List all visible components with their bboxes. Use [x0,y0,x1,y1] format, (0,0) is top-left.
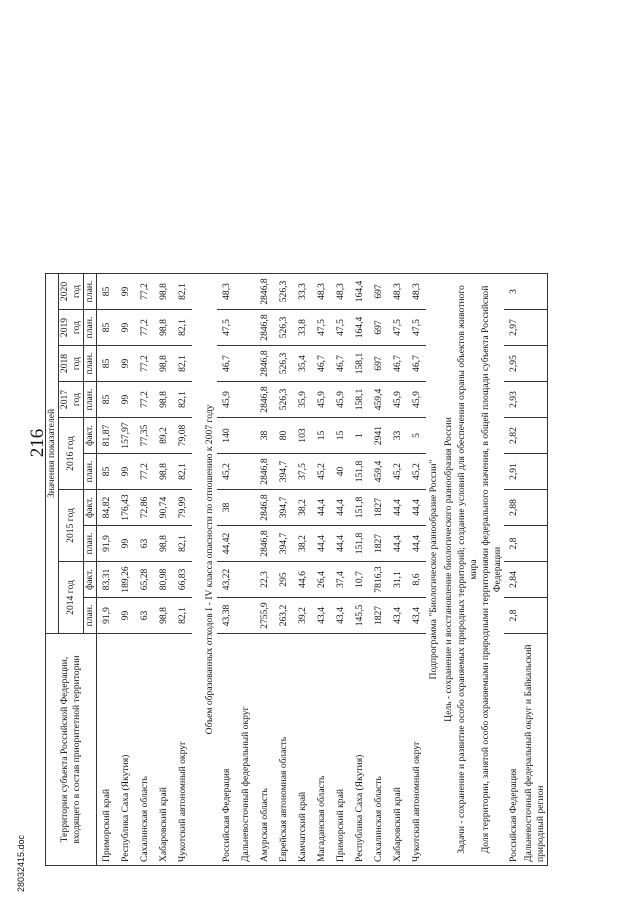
value-cell: 189,26 [116,562,135,598]
value-cell: 44,4 [312,490,331,526]
value-cell: 91,9 [97,526,117,562]
value-cell: 39,2 [293,598,312,634]
value-cell: 98,8 [154,526,173,562]
value-cell: 15 [331,418,350,454]
year-2019-header: 2019 год [59,310,84,346]
value-cell: 33,8 [293,310,312,346]
value-cell: 26,4 [312,562,331,598]
value-cell: 77,2 [135,273,154,309]
indicator-title-row [480,21,504,865]
value-cell: 5 [407,418,426,454]
value-cell [236,562,255,598]
region-name: Амурская область [255,634,274,866]
table-row [274,21,293,865]
table-row [369,21,388,865]
goal-text: Цель - сохранение и восстановление биологического разнообразия России [441,273,456,865]
region-name: Дальневосточный федеральный округ [236,634,255,866]
value-cell: 697 [369,273,388,309]
table-row [504,21,523,865]
value-cell: 99 [116,382,135,418]
table-row [523,21,548,865]
value-cell: 44,4 [331,526,350,562]
table-row [236,21,255,865]
table-row [217,21,236,865]
value-cell: 15 [312,418,331,454]
value-cell: 43,4 [312,598,331,634]
value-cell: 157,97 [116,418,135,454]
value-cell: 45,9 [407,382,426,418]
value-cell: 77,2 [135,382,154,418]
region-name: Сахалинская область [135,634,154,866]
value-cell: 37,4 [331,562,350,598]
table-row [388,21,407,865]
value-cell: 2,88 [504,490,523,526]
value-cell: 394,7 [274,490,293,526]
value-cell [236,598,255,634]
value-cell: 44,4 [388,490,407,526]
value-cell [523,273,548,309]
value-cell: 77,35 [135,418,154,454]
value-cell: 45,2 [388,454,407,490]
value-cell [236,454,255,490]
task-text-row [456,21,480,865]
value-cell: 63 [135,598,154,634]
value-cell: 33,3 [293,273,312,309]
value-cell: 2846,8 [255,273,274,309]
value-cell [523,598,548,634]
value-cell: 43,22 [217,562,236,598]
value-cell: 103 [293,418,312,454]
value-cell: 98,8 [154,382,173,418]
subprogram-title: Подпрограмма "Биологическое разнообразие России" [426,273,441,865]
value-cell: 2,8 [504,526,523,562]
value-cell: 43,38 [217,598,236,634]
value-cell: 82,1 [173,273,192,309]
value-cell: 99 [116,273,135,309]
value-cell: 66,83 [173,562,192,598]
value-cell: 2846,8 [255,490,274,526]
table-row [350,21,369,865]
plan-header: план. [84,598,97,634]
value-cell: 47,5 [331,310,350,346]
value-cell: 263,2 [274,598,293,634]
year-2020-header: 2020 год [59,273,84,309]
value-cell: 158,1 [350,346,369,382]
plan-header: план. [84,310,97,346]
value-cell: 43,4 [331,598,350,634]
table-row [116,21,135,865]
value-cell: 33 [388,418,407,454]
value-cell [236,490,255,526]
table-body [97,21,548,865]
value-cell: 99 [116,346,135,382]
value-cell: 77,2 [135,346,154,382]
value-cell: 85 [97,382,117,418]
page-number: 216 [27,428,48,458]
region-name: Дальневосточный федеральный округ и Байкальский природный регион [523,634,548,866]
value-cell: 44,4 [388,526,407,562]
value-cell: 98,8 [154,346,173,382]
plan-header: план. [84,346,97,382]
value-cell: 84,82 [97,490,117,526]
value-cell: 35,9 [293,382,312,418]
value-cell: 2846,8 [255,310,274,346]
value-cell: 2846,8 [255,526,274,562]
table-row [312,21,331,865]
value-cell: 79,99 [173,490,192,526]
table-row [255,21,274,865]
value-cell: 176,43 [116,490,135,526]
value-cell: 48,3 [331,273,350,309]
subprogram-title-row [426,21,441,865]
value-cell: 151,8 [350,490,369,526]
value-cell: 77,2 [135,310,154,346]
value-cell: 85 [97,310,117,346]
value-cell [523,418,548,454]
value-cell [236,382,255,418]
value-cell [236,418,255,454]
value-cell: 47,5 [217,310,236,346]
value-cell: 82,1 [173,454,192,490]
value-cell [523,562,548,598]
value-cell: 2846,8 [255,382,274,418]
value-cell: 46,7 [331,346,350,382]
value-cell: 85 [97,273,117,309]
value-cell: 82,1 [173,598,192,634]
table-row [331,21,350,865]
value-cell [236,346,255,382]
value-cell: 1827 [369,526,388,562]
value-cell: 2846,8 [255,454,274,490]
value-cell: 45,2 [407,454,426,490]
table-row [135,21,154,865]
value-cell: 459,4 [369,454,388,490]
region-name: Приморский край [97,634,117,866]
fact-header: факт. [84,418,97,454]
document-filename: 28032415.doc [16,834,26,892]
value-cell: 1 [350,418,369,454]
value-cell: 37,5 [293,454,312,490]
value-cell: 82,1 [173,310,192,346]
value-cell: 1827 [369,490,388,526]
value-cell: 38 [255,418,274,454]
value-cell: 72,86 [135,490,154,526]
value-cell: 48,3 [312,273,331,309]
value-cell: 48,3 [388,273,407,309]
goal-text-row [441,21,456,865]
year-2015-header: 2015 год [59,490,84,562]
value-cell: 89,2 [154,418,173,454]
year-2016-header: 2016 год [59,418,84,490]
table-row [154,21,173,865]
value-cell: 2,8 [504,598,523,634]
value-cell: 526,3 [274,273,293,309]
values-header: Значения показателей [46,273,59,633]
value-cell: 2846,8 [255,346,274,382]
table-header [46,21,97,865]
value-cell: 48,3 [217,273,236,309]
value-cell: 2,91 [504,454,523,490]
value-cell [523,454,548,490]
value-cell: 394,7 [274,526,293,562]
value-cell: 3 [504,273,523,309]
value-cell: 44,4 [331,490,350,526]
value-cell: 164,4 [350,273,369,309]
value-cell: 38 [217,490,236,526]
value-cell: 38,2 [293,526,312,562]
plan-header: план. [84,454,97,490]
value-cell: 90,74 [154,490,173,526]
value-cell [523,382,548,418]
indicators-table [45,21,548,866]
value-cell: 2941 [369,418,388,454]
region-name: Российская Федерация [217,634,236,866]
value-cell: 151,8 [350,526,369,562]
region-name: Камчатский край [293,634,312,866]
value-cell: 81,87 [97,418,117,454]
territory-column-header: Территория субъекта Российской Федерации, входящего в состав приоритетной территории [46,634,97,866]
value-cell: 45,9 [388,382,407,418]
value-cell [523,526,548,562]
value-cell: 45,9 [331,382,350,418]
value-cell: 79,08 [173,418,192,454]
region-name: Республика Саха (Якутия) [350,634,369,866]
region-name: Хабаровский край [388,634,407,866]
fact-header: факт. [84,562,97,598]
value-cell: 394,7 [274,454,293,490]
value-cell: 98,8 [154,598,173,634]
waste-indicator-title: Объем образованных отходов I - IV класса опасности по отношению к 2007 году [202,273,217,865]
value-cell: 151,8 [350,454,369,490]
value-cell: 47,5 [388,310,407,346]
value-cell: 44,4 [407,490,426,526]
year-2017-header: 2017 год [59,382,84,418]
value-cell: 80 [274,418,293,454]
spacer-row [192,21,202,865]
table-row [293,21,312,865]
value-cell: 2,82 [504,418,523,454]
region-name: Сахалинская область [369,634,388,866]
value-cell: 164,4 [350,310,369,346]
value-cell: 98,8 [154,273,173,309]
value-cell: 44,6 [293,562,312,598]
value-cell [523,310,548,346]
value-cell: 2,93 [504,382,523,418]
value-cell: 46,7 [217,346,236,382]
value-cell: 35,4 [293,346,312,382]
value-cell: 98,8 [154,454,173,490]
value-cell [523,490,548,526]
value-cell: 8,6 [407,562,426,598]
value-cell: 99 [116,454,135,490]
value-cell: 85 [97,454,117,490]
value-cell: 65,28 [135,562,154,598]
value-cell: 2,97 [504,310,523,346]
value-cell [236,273,255,309]
value-cell [236,526,255,562]
value-cell: 7816,3 [369,562,388,598]
value-cell: 80,98 [154,562,173,598]
value-cell: 43,4 [388,598,407,634]
value-cell: 526,3 [274,346,293,382]
region-name: Республика Саха (Якутия) [116,634,135,866]
value-cell: 63 [135,526,154,562]
value-cell: 82,1 [173,526,192,562]
value-cell: 2755,9 [255,598,274,634]
plan-header: план. [84,273,97,309]
value-cell: 44,4 [312,526,331,562]
value-cell: 38,2 [293,490,312,526]
value-cell: 22,3 [255,562,274,598]
value-cell: 697 [369,310,388,346]
plan-header: план. [84,382,97,418]
table-row [173,21,192,865]
value-cell: 77,2 [135,454,154,490]
year-2014-header: 2014 год [59,562,84,634]
value-cell: 48,3 [407,273,426,309]
year-2018-header: 2018 год [59,346,84,382]
value-cell: 99 [116,526,135,562]
value-cell: 82,1 [173,382,192,418]
value-cell: 46,7 [407,346,426,382]
value-cell: 44,4 [407,526,426,562]
value-cell [236,310,255,346]
task-text: Задачи - сохранение и развитие особо охраняемых природных территорий; создание условий для обеспечения охраны объектов животного мира [456,273,480,865]
indicator-title: Доля территории, занятой особо охраняемыми природными территориями федерального значения, в общей площади субъекта Российской Федерации [480,273,504,865]
region-name: Российская Федерация [504,634,523,866]
value-cell: 45,2 [217,454,236,490]
region-name: Еврейская автономная область [274,634,293,866]
value-cell: 43,4 [407,598,426,634]
value-cell: 99 [116,310,135,346]
plan-header: план. [84,526,97,562]
value-cell: 46,7 [388,346,407,382]
value-cell: 82,1 [173,346,192,382]
region-name: Магаданская область [312,634,331,866]
value-cell: 459,4 [369,382,388,418]
value-cell: 40 [331,454,350,490]
value-cell: 10,7 [350,562,369,598]
region-name: Хабаровский край [154,634,173,866]
table-row [97,21,117,865]
rotated-table-sheet [45,26,605,866]
value-cell: 99 [116,598,135,634]
region-name: Чукотский автономный округ [407,634,426,866]
value-cell: 44,42 [217,526,236,562]
value-cell: 85 [97,346,117,382]
value-cell [523,346,548,382]
value-cell: 2,84 [504,562,523,598]
value-cell: 45,2 [312,454,331,490]
value-cell: 697 [369,346,388,382]
value-cell: 45,9 [312,382,331,418]
waste-indicator-title-row [202,21,217,865]
value-cell: 526,3 [274,310,293,346]
value-cell: 2,95 [504,346,523,382]
value-cell: 1827 [369,598,388,634]
value-cell: 45,9 [217,382,236,418]
value-cell: 98,8 [154,310,173,346]
fact-header: факт. [84,490,97,526]
value-cell: 47,5 [312,310,331,346]
region-name: Приморский край [331,634,350,866]
value-cell: 83,31 [97,562,117,598]
value-cell: 46,7 [312,346,331,382]
value-cell: 31,1 [388,562,407,598]
region-name: Чукотский автономный округ [173,634,192,866]
table-row [407,21,426,865]
value-cell: 145,5 [350,598,369,634]
value-cell: 526,3 [274,382,293,418]
value-cell: 91,9 [97,598,117,634]
value-cell: 295 [274,562,293,598]
value-cell: 158,1 [350,382,369,418]
value-cell: 47,5 [407,310,426,346]
value-cell: 140 [217,418,236,454]
